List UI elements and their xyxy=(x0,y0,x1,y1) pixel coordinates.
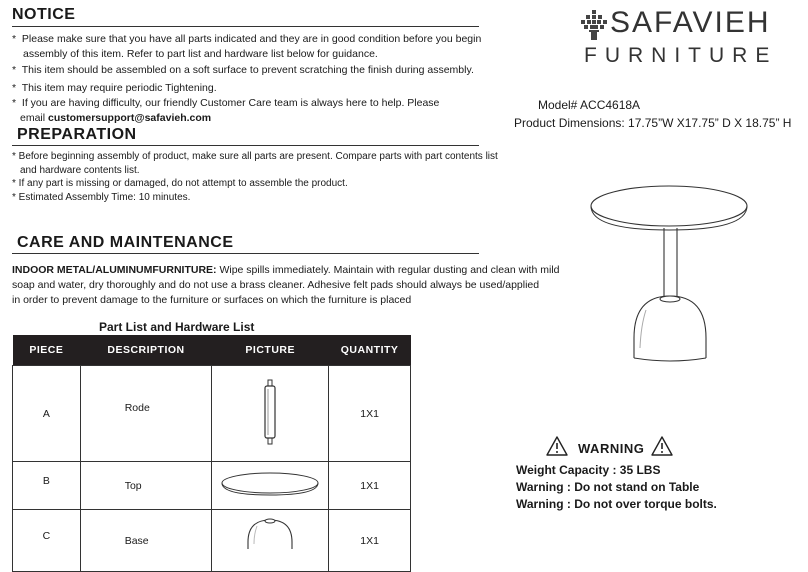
picture-cell xyxy=(212,510,329,572)
quantity-cell: 1X1 xyxy=(329,366,411,462)
parts-table xyxy=(12,335,411,572)
table-illustration xyxy=(586,180,756,370)
warning-line-stand: Warning : Do not stand on Table xyxy=(516,480,700,494)
preparation-divider xyxy=(12,145,479,146)
quantity-cell: 1X1 xyxy=(329,510,411,572)
care-heading: CARE AND MAINTENANCE xyxy=(17,234,234,251)
notice-bullet-3: * This item may require periodic Tightening. xyxy=(12,82,217,94)
piece-cell: A xyxy=(13,366,81,462)
description-cell: Top xyxy=(80,462,212,510)
product-dimensions: Product Dimensions: 17.75”W X17.75” D X 18.75” H xyxy=(514,116,792,130)
rod-icon xyxy=(260,379,280,445)
notice-divider xyxy=(12,26,479,27)
model-number: Model# ACC4618A xyxy=(538,98,641,112)
description-cell: Rode xyxy=(80,366,212,462)
brand-subtitle: FURNITURE xyxy=(584,44,778,67)
picture-cell xyxy=(212,366,329,462)
table-row xyxy=(13,462,411,510)
description-cell: Base xyxy=(80,510,212,572)
preparation-item-2: * If any part is missing or damaged, do not attempt to assemble the product. xyxy=(12,178,348,189)
table-row xyxy=(13,510,411,572)
tabletop-icon xyxy=(218,469,322,499)
piece-cell: C xyxy=(13,510,81,572)
preparation-item-1: * Before beginning assembly of product, make sure all parts are present. Compare parts with part contents list and hardware contents list. xyxy=(12,151,498,176)
notice-bullet-1: * Please make sure that you have all parts indicated and they are in good condition before you begin assembly of this item. Refer to part list and hardware list below for guidance. xyxy=(12,33,482,60)
dome-base-icon xyxy=(245,516,295,550)
preparation-heading: PREPARATION xyxy=(17,126,137,143)
brand-name: SAFAVIEH xyxy=(610,6,771,39)
support-email: customersupport@safavieh.com xyxy=(48,111,212,124)
header-description: DESCRIPTION xyxy=(80,335,212,366)
care-divider xyxy=(12,253,479,254)
warning-triangle-icon xyxy=(651,436,673,456)
piece-cell: B xyxy=(13,462,81,510)
warning-title: WARNING xyxy=(578,441,645,456)
parts-title: Part List and Hardware List xyxy=(99,320,255,334)
notice-bullet-2: * This item should be assembled on a soft surface to prevent scratching the finish during assembly. xyxy=(12,64,474,76)
notice-bullet-4: * If you are having difficulty, our friendly Customer Care team is always here to help. Please email customersupport@safavieh.com xyxy=(12,97,440,124)
warning-triangle-icon xyxy=(546,436,568,456)
care-text: INDOOR METAL/ALUMINUMFURNITURE: Wipe spills immediately. Maintain with regular dusting and clean with mild soap and water, dry thoroughly and do not use a brass cleaner. Adhesive felt pads should always be used/applied in order to prevent damage to the furniture or surfaces on which the furniture is placed xyxy=(12,264,560,306)
header-quantity: QUANTITY xyxy=(329,335,411,366)
preparation-item-3: * Estimated Assembly Time: 10 minutes. xyxy=(12,192,191,203)
notice-heading: NOTICE xyxy=(12,6,76,23)
warning-line-torque: Warning : Do not over torque bolts. xyxy=(516,497,717,511)
header-picture: PICTURE xyxy=(212,335,329,366)
weight-capacity: Weight Capacity : 35 LBS xyxy=(516,463,661,477)
table-row xyxy=(13,366,411,462)
picture-cell xyxy=(212,462,329,510)
quantity-cell: 1X1 xyxy=(329,462,411,510)
safavieh-logo-icon xyxy=(580,10,608,40)
header-piece: PIECE xyxy=(13,335,81,366)
